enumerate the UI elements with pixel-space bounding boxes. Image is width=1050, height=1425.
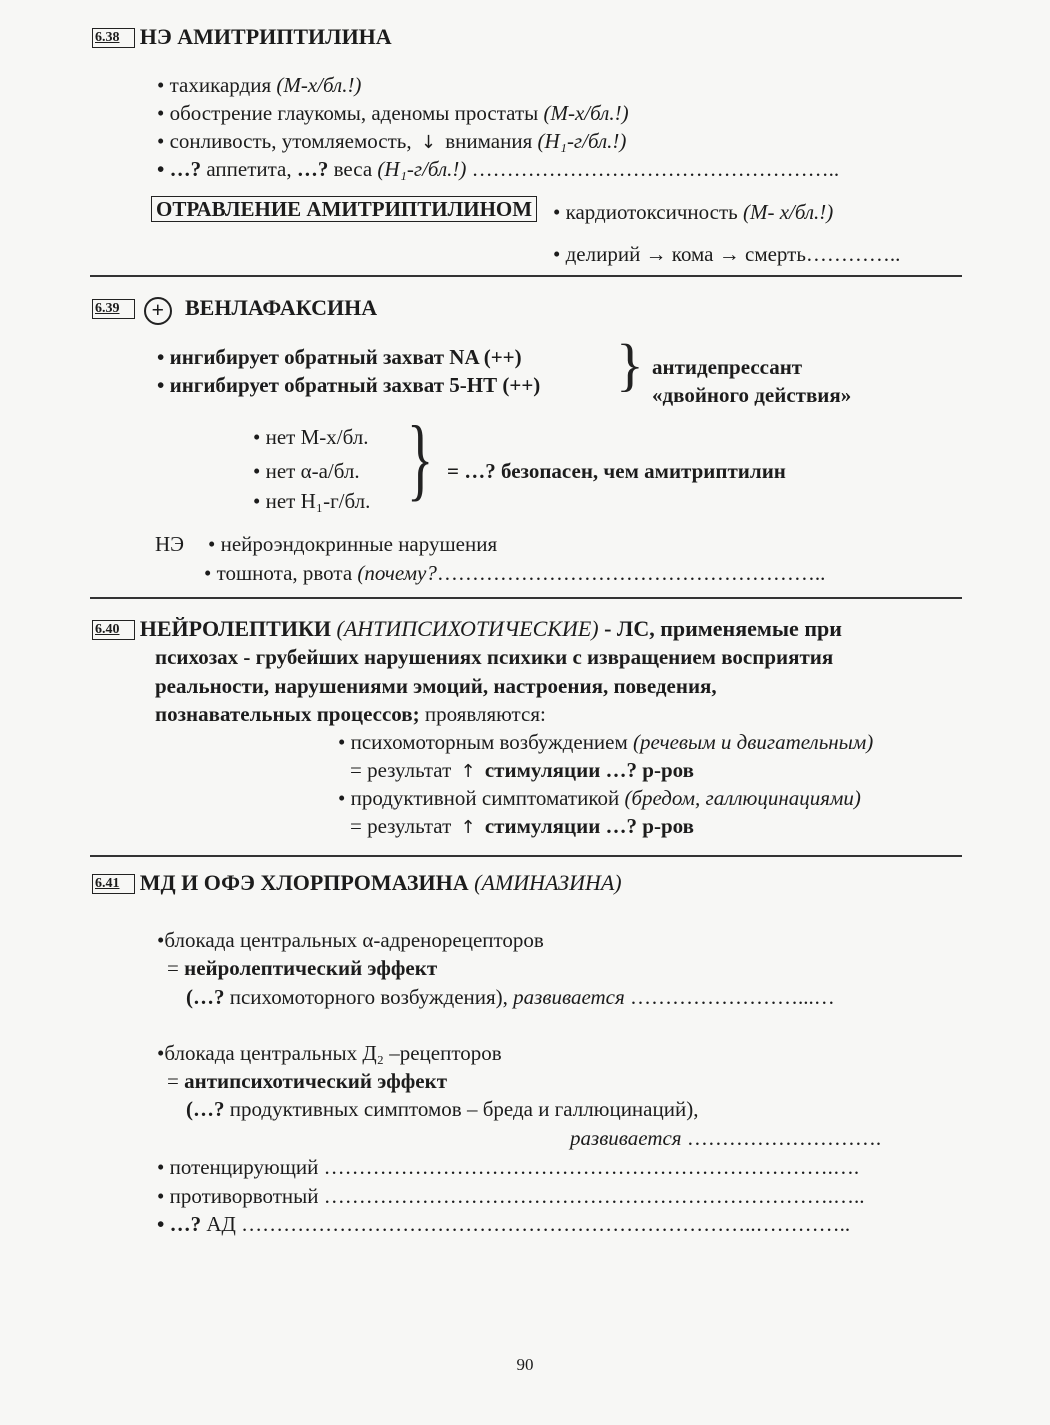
list-item: • ингибирует обратный захват 5-НТ (++) — [157, 373, 541, 397]
list-item: • нет α-а/бл. — [253, 459, 360, 483]
list-item: • …? аппетита, …? веса (H₁-г/бл.!) …………………………………………….. — [157, 157, 840, 181]
list-item: • кардиотоксичность (М- х/бл.!) — [553, 200, 834, 224]
section-number: 6.41 — [92, 874, 135, 894]
result-text: «двойного действия» — [652, 383, 852, 407]
poisoning-box: ОТРАВЛЕНИЕ АМИТРИПТИЛИНОМ — [151, 197, 537, 222]
list-item: • обострение глаукомы, аденомы простаты (М-х/бл.!) — [157, 101, 629, 125]
down-arrow-icon: ↓ — [420, 132, 436, 153]
section-number: 6.39 — [92, 299, 135, 319]
list-item: • психомоторным возбуждением (речевым и двигательным) — [338, 730, 874, 754]
list-item: • тошнота, рвота (почему?……………………………………………….. — [204, 561, 826, 585]
effect-line: = нейролептический эффект — [167, 956, 438, 980]
list-item: = результат ↑ стимуляции …? р-ров — [350, 814, 694, 838]
result-text: антидепрессант — [652, 355, 803, 379]
section-6-38-header — [92, 24, 392, 50]
section-6-40-header: 6.40 НЕЙРОЛЕПТИКИ (АНТИПСИХОТИЧЕСКИЕ) - ЛС, применяемые при — [92, 616, 842, 642]
list-item: •блокада центральных Д₂ –рецепторов — [157, 1041, 502, 1065]
effect-line: (…? продуктивных симптомов – бреда и галлюцинаций), — [186, 1097, 699, 1121]
effect-line: (…? психомоторного возбуждения), развивается ……………………...… — [186, 985, 835, 1009]
divider — [90, 855, 962, 857]
list-item: • тахикардия (М-х/бл.!) — [157, 73, 362, 97]
page-number: 90 — [516, 1355, 534, 1374]
up-arrow-icon: ↑ — [460, 761, 476, 782]
list-item: • потенцирующий ……………………………………………………………….…. — [157, 1155, 860, 1179]
list-item: • нет H₁-г/бл. — [253, 489, 371, 513]
up-arrow-icon: ↑ — [460, 817, 476, 838]
list-item: • …? АД ………………………………………………………………..………….. — [157, 1212, 851, 1236]
section-number: 6.40 — [92, 620, 135, 640]
effect-line: развивается ………………………. — [570, 1126, 882, 1150]
section-title: НЭ АМИТРИПТИЛИНА — [139, 24, 392, 49]
plus-circle-icon: + — [144, 297, 172, 325]
section-6-39-header — [92, 295, 377, 325]
list-item: = результат ↑ стимуляции …? р-ров — [350, 758, 694, 782]
list-item: • противорвотный ……………………………………………………………….….. — [157, 1184, 865, 1208]
list-item: • ингибирует обратный захват NA (++) — [157, 345, 522, 369]
list-item: • нет М-х/бл. — [253, 425, 369, 449]
paragraph-line: реальности, нарушениями эмоций, настроения, поведения, — [155, 674, 717, 698]
list-item: • делирий → кома → смерть………….. — [553, 242, 901, 266]
paragraph-line: психозах - грубейших нарушениях психики с извращением восприятия — [155, 645, 834, 669]
divider — [90, 275, 962, 277]
divider — [90, 597, 962, 599]
list-item: • сонливость, утомляемость, ↓ внимания (H₁-г/бл.!) — [157, 129, 627, 153]
list-item: • нейроэндокринные нарушения — [208, 532, 498, 556]
brace-icon: } — [406, 407, 434, 509]
conclusion-text: = …? безопасен, чем амитриптилин — [447, 459, 786, 483]
list-item: • продуктивной симптоматикой (бредом, галлюцинациями) — [338, 786, 861, 810]
side-effects-label: НЭ — [155, 532, 185, 556]
section-6-41-header: 6.41 МД И ОФЭ ХЛОРПРОМАЗИНА (АМИНАЗИНА) — [92, 870, 622, 896]
paragraph-line: познавательных процессов; проявляются: — [155, 702, 546, 726]
section-number: 6.38 — [92, 28, 135, 48]
list-item: •блокада центральных α-адренорецепторов — [157, 928, 544, 952]
effect-line: = антипсихотический эффект — [167, 1069, 448, 1093]
section-title: ВЕНЛАФАКСИНА — [185, 295, 378, 320]
brace-icon: } — [616, 332, 644, 397]
